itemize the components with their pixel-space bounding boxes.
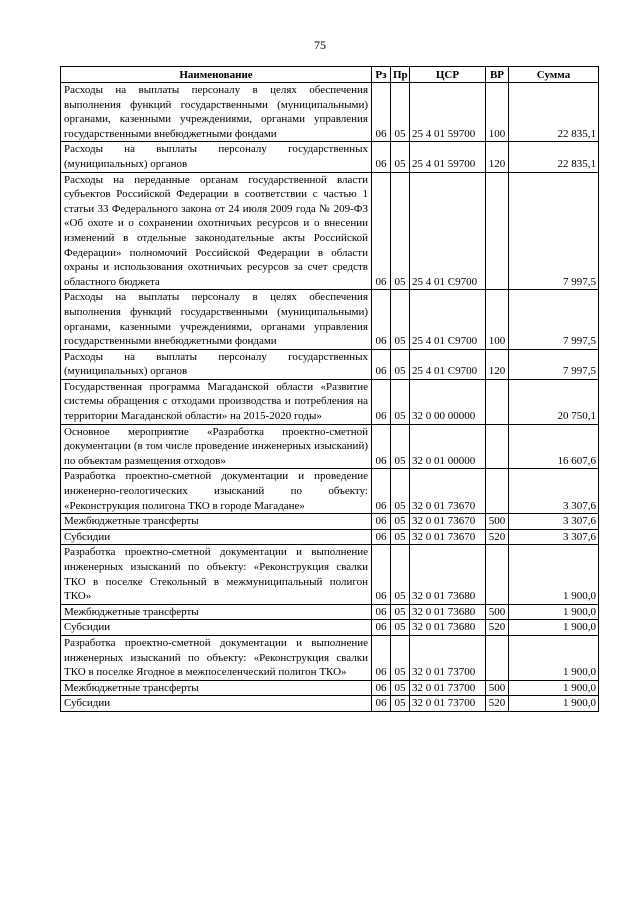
row-sum: 22 835,1 — [509, 142, 599, 172]
table-row — [61, 604, 599, 620]
row-vr — [486, 424, 509, 469]
row-rz: 06 — [372, 379, 391, 424]
table-row — [61, 379, 599, 424]
table-row — [61, 529, 599, 545]
row-rz: 06 — [372, 680, 391, 696]
row-rz: 06 — [372, 604, 391, 620]
row-sum: 1 900,0 — [509, 545, 599, 604]
row-rz: 06 — [372, 349, 391, 379]
row-sum: 3 307,6 — [509, 469, 599, 514]
row-csr: 32 0 01 73700 — [410, 696, 486, 712]
row-sum: 1 900,0 — [509, 604, 599, 620]
row-csr: 32 0 01 73680 — [410, 545, 486, 604]
column-header-rz: Рз — [372, 67, 391, 83]
row-pr: 05 — [391, 620, 410, 636]
table-row — [61, 469, 599, 514]
row-vr — [486, 172, 509, 290]
row-rz: 06 — [372, 620, 391, 636]
row-pr: 05 — [391, 424, 410, 469]
row-rz: 06 — [372, 469, 391, 514]
row-vr: 120 — [486, 349, 509, 379]
table-row — [61, 290, 599, 349]
row-pr: 05 — [391, 379, 410, 424]
row-vr: 500 — [486, 604, 509, 620]
table-row — [61, 635, 599, 680]
row-pr: 05 — [391, 172, 410, 290]
table-row — [61, 680, 599, 696]
table-row — [61, 620, 599, 636]
table-row — [61, 83, 599, 142]
row-pr: 05 — [391, 545, 410, 604]
row-rz: 06 — [372, 290, 391, 349]
row-name: Разработка проектно-сметной документации и проведение инженерно-геологических изысканий по объекту: «Реконструкция полигона ТКО в городе Магадане» — [61, 469, 372, 514]
row-rz: 06 — [372, 142, 391, 172]
row-csr: 25 4 01 С9700 — [410, 172, 486, 290]
table-row — [61, 545, 599, 604]
table-row — [61, 349, 599, 379]
table-row — [61, 424, 599, 469]
row-pr: 05 — [391, 290, 410, 349]
row-sum: 3 307,6 — [509, 514, 599, 530]
row-name: Межбюджетные трансферты — [61, 514, 372, 530]
row-pr: 05 — [391, 696, 410, 712]
row-pr: 05 — [391, 635, 410, 680]
column-header-sum: Сумма — [509, 67, 599, 83]
row-pr: 05 — [391, 349, 410, 379]
row-vr: 500 — [486, 514, 509, 530]
row-sum: 3 307,6 — [509, 529, 599, 545]
row-csr: 32 0 01 73670 — [410, 469, 486, 514]
row-vr — [486, 635, 509, 680]
row-name: Государственная программа Магаданской области «Развитие системы обращения с отходами производства и потребления на территории Магаданской области» на 2015-2020 годы» — [61, 379, 372, 424]
row-pr: 05 — [391, 680, 410, 696]
row-name: Разработка проектно-сметной документации и выполнение инженерных изысканий по объекту: «Реконструкция свалки ТКО в поселке Ягодное в межпоселенческий полигон ТКО» — [61, 635, 372, 680]
row-pr: 05 — [391, 142, 410, 172]
row-sum: 7 997,5 — [509, 349, 599, 379]
row-rz: 06 — [372, 529, 391, 545]
row-csr: 25 4 01 59700 — [410, 142, 486, 172]
page-number: 75 — [314, 38, 326, 52]
row-csr: 32 0 01 73680 — [410, 620, 486, 636]
table-row — [61, 172, 599, 290]
row-vr: 100 — [486, 83, 509, 142]
row-vr — [486, 379, 509, 424]
row-vr — [486, 469, 509, 514]
row-name: Расходы на выплаты персоналу в целях обеспечения выполнения функций государственными (муниципальными) органами, казенными учреждениями, органами управления государственными внебюджетными фондами — [61, 83, 372, 142]
row-name: Субсидии — [61, 620, 372, 636]
row-sum: 20 750,1 — [509, 379, 599, 424]
row-csr: 32 0 01 73670 — [410, 529, 486, 545]
row-csr: 32 0 01 73700 — [410, 680, 486, 696]
row-vr: 520 — [486, 620, 509, 636]
row-csr: 25 4 01 С9700 — [410, 290, 486, 349]
column-header-pr: Пр — [391, 67, 410, 83]
row-sum: 7 997,5 — [509, 172, 599, 290]
row-pr: 05 — [391, 514, 410, 530]
row-csr: 32 0 01 73700 — [410, 635, 486, 680]
table-row — [61, 696, 599, 712]
row-rz: 06 — [372, 545, 391, 604]
row-sum: 1 900,0 — [509, 680, 599, 696]
row-csr: 32 0 01 73670 — [410, 514, 486, 530]
row-name: Субсидии — [61, 529, 372, 545]
row-sum: 16 607,6 — [509, 424, 599, 469]
row-csr: 32 0 01 73680 — [410, 604, 486, 620]
row-name: Межбюджетные трансферты — [61, 604, 372, 620]
row-name: Расходы на выплаты персоналу государственных (муниципальных) органов — [61, 142, 372, 172]
row-rz: 06 — [372, 172, 391, 290]
row-vr: 120 — [486, 142, 509, 172]
row-name: Расходы на переданные органам государственной власти субъектов Российской Федерации в соответствии с частью 1 статьи 33 Федерального закона от 24 июля 2009 года № 209-ФЗ «Об охоте и о сохранении охотничьих ресурсов и о внесении изменений в отдельные законодательные акты Российской Федерации» полномочий Российской Федерации в области охраны и использования охотничьих ресурсов за счет средств областного бюджета — [61, 172, 372, 290]
row-rz: 06 — [372, 514, 391, 530]
row-csr: 32 0 00 00000 — [410, 379, 486, 424]
row-vr: 500 — [486, 680, 509, 696]
row-pr: 05 — [391, 529, 410, 545]
row-vr — [486, 545, 509, 604]
row-sum: 1 900,0 — [509, 635, 599, 680]
row-name: Межбюджетные трансферты — [61, 680, 372, 696]
row-sum: 1 900,0 — [509, 696, 599, 712]
table-header-row — [61, 67, 599, 83]
row-sum: 22 835,1 — [509, 83, 599, 142]
row-vr: 520 — [486, 529, 509, 545]
column-header-csr: ЦСР — [410, 67, 486, 83]
row-name: Расходы на выплаты персоналу государственных (муниципальных) органов — [61, 349, 372, 379]
row-pr: 05 — [391, 604, 410, 620]
column-header-name: Наименование — [61, 67, 372, 83]
row-sum: 1 900,0 — [509, 620, 599, 636]
row-pr: 05 — [391, 469, 410, 514]
row-sum: 7 997,5 — [509, 290, 599, 349]
row-csr: 25 4 01 С9700 — [410, 349, 486, 379]
row-vr: 100 — [486, 290, 509, 349]
table-row — [61, 514, 599, 530]
row-rz: 06 — [372, 424, 391, 469]
row-rz: 06 — [372, 635, 391, 680]
column-header-vr: ВР — [486, 67, 509, 83]
row-csr: 25 4 01 59700 — [410, 83, 486, 142]
row-pr: 05 — [391, 83, 410, 142]
row-name: Субсидии — [61, 696, 372, 712]
row-rz: 06 — [372, 83, 391, 142]
row-vr: 520 — [486, 696, 509, 712]
table-row — [61, 142, 599, 172]
row-name: Расходы на выплаты персоналу в целях обеспечения выполнения функций государственными (муниципальными) органами, казенными учреждениями, органами управления государственными внебюджетными фондами — [61, 290, 372, 349]
row-rz: 06 — [372, 696, 391, 712]
budget-table — [60, 66, 599, 712]
row-name: Основное мероприятие «Разработка проектно-сметной документации (в том числе проведение инженерных изысканий) по объектам размещения отходов» — [61, 424, 372, 469]
row-name: Разработка проектно-сметной документации и выполнение инженерных изысканий по объекту: «Реконструкция свалки ТКО в поселке Стекольный в межмуниципальный полигон ТКО» — [61, 545, 372, 604]
row-csr: 32 0 01 00000 — [410, 424, 486, 469]
